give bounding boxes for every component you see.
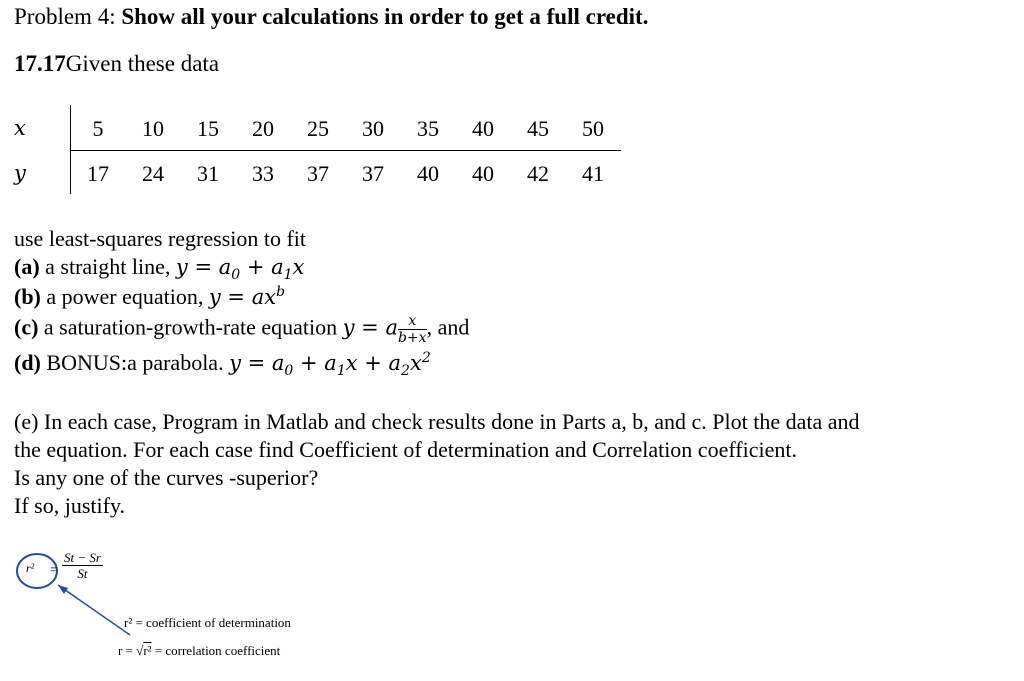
- x-value-cell: 50: [582, 116, 604, 141]
- task-c-fraction: $\frac{x}{b+x}$: [397, 313, 427, 346]
- y-value-cell: 40: [417, 161, 439, 186]
- header-instruction: Show all your calculations in order to get a full credit.: [121, 4, 649, 29]
- problem-number: 17.17: [14, 51, 66, 76]
- definition-correlation: [118, 643, 280, 659]
- problem-intro: [14, 51, 219, 77]
- x-value-cell: 25: [307, 116, 329, 141]
- part-e-line1: (e) In each case, Program in Matlab and check results done in Parts a, b, and c. Plot the data and: [14, 409, 860, 434]
- r2-fraction-numerator: St − Sr: [64, 550, 101, 565]
- task-c-suffix: , and: [426, 314, 470, 340]
- y-value-cell: 31: [197, 161, 219, 186]
- y-value-cell: 40: [472, 161, 494, 186]
- y-value-cell: 41: [582, 161, 604, 186]
- x-value-cell: 20: [252, 116, 274, 141]
- task-c-text: a saturation-growth-rate equation: [38, 314, 343, 340]
- task-d: [14, 350, 431, 379]
- def2-suffix: = correlation coefficient: [151, 643, 281, 658]
- arrow-head-icon: [58, 585, 68, 594]
- r2-fraction: [62, 551, 103, 580]
- x-value-cell: 5: [92, 116, 104, 141]
- y-value-cell: 17: [87, 161, 109, 186]
- sqrt-icon: √: [136, 643, 144, 658]
- r2-fraction-denominator: St: [77, 566, 88, 581]
- part-e-line2: the equation. For each case find Coefficient of determination and Correlation coefficient.: [14, 437, 797, 462]
- definition-determination: r² = coefficient of determination: [124, 615, 291, 630]
- task-b-label: (b): [14, 284, 41, 309]
- problem-intro-text: Given these data: [65, 51, 220, 76]
- task-a-label: (a): [14, 254, 40, 279]
- task-d-label: (d): [14, 350, 41, 375]
- task-c-label: (c): [14, 314, 39, 340]
- pointer-arrow: [58, 585, 130, 635]
- part-e-line4: If so, justify.: [14, 493, 126, 518]
- y-value-cell: 37: [307, 161, 329, 186]
- x-value-cell: 30: [362, 116, 384, 141]
- task-c-equation: y = a: [342, 315, 398, 340]
- x-value-cell: 45: [527, 116, 549, 141]
- task-a-equation: $y = a_0 + a_1x$: [175, 255, 305, 284]
- task-b-equation: $y = ax^b$: [208, 284, 286, 309]
- y-value-cell: 37: [362, 161, 384, 186]
- header-prefix: Problem 4:: [14, 4, 122, 29]
- part-e-line3: Is any one of the curves -superior?: [14, 465, 319, 490]
- x-label: x: [14, 116, 26, 140]
- y-value-cell: 42: [527, 161, 549, 186]
- def2-prefix: r =: [118, 643, 137, 658]
- x-value-cell: 10: [142, 116, 164, 141]
- r2-symbol: r²: [26, 561, 35, 575]
- task-b: [14, 284, 285, 310]
- def2-radicand: r²: [143, 643, 152, 658]
- tasks-lead: use least-squares regression to fit: [14, 226, 307, 251]
- table-horizontal-rule: [70, 150, 621, 151]
- problem-header: [14, 4, 648, 30]
- task-a: [14, 254, 304, 283]
- y-value-cell: 33: [252, 161, 274, 186]
- y-value-cell: 24: [142, 161, 164, 186]
- equals-sign: =: [50, 563, 58, 578]
- x-value-cell: 15: [197, 116, 219, 141]
- task-a-text: a straight line,: [39, 254, 176, 279]
- x-value-cell: 35: [417, 116, 439, 141]
- task-d-equation: $y = a_0 + a_1x + a_2x^2$: [229, 350, 431, 380]
- y-label: y: [14, 161, 26, 185]
- x-value-cell: 40: [472, 116, 494, 141]
- task-d-text: BONUS:a parabola.: [40, 350, 230, 375]
- task-b-text: a power equation,: [40, 284, 209, 309]
- task-c: [14, 314, 469, 345]
